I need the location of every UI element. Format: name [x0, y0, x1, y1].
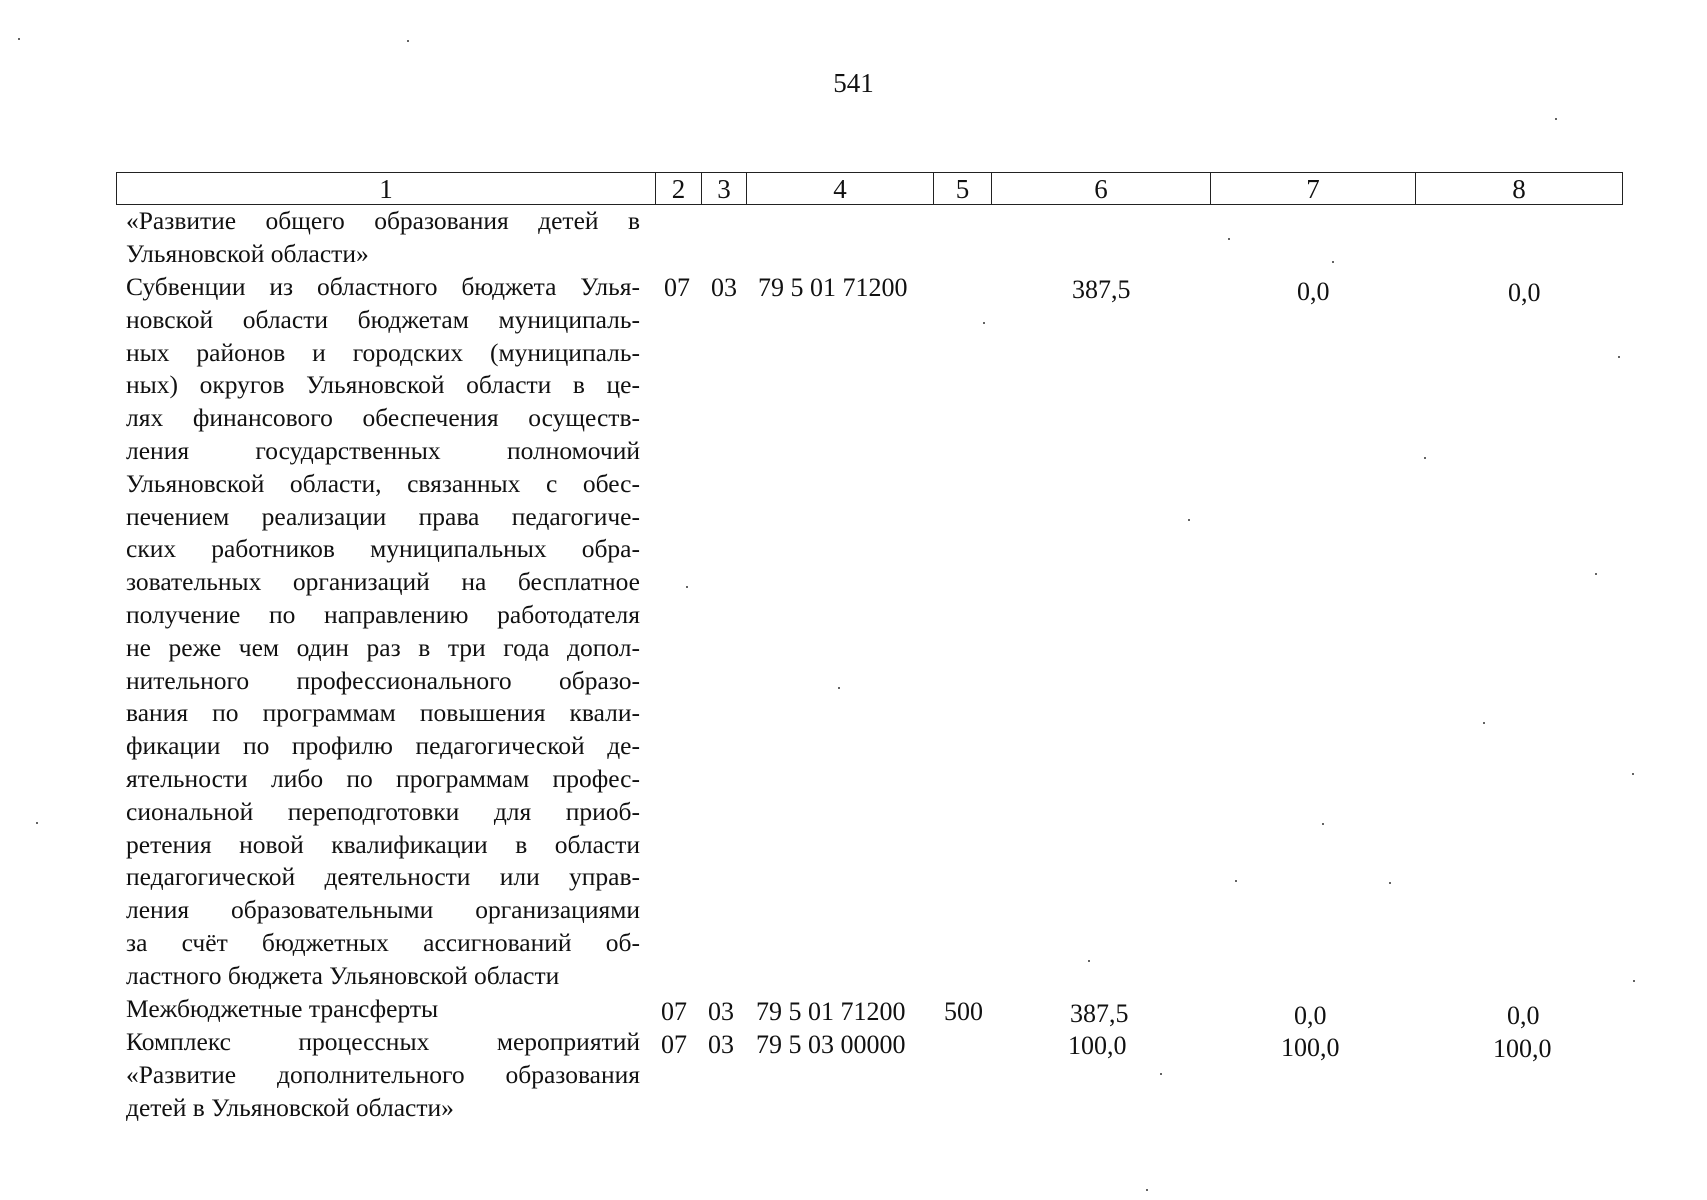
scan-speck	[1322, 823, 1324, 825]
row-4-section: 07	[661, 1030, 687, 1059]
scan-speck	[838, 687, 840, 689]
desc-line: ления государственных полномочий	[126, 435, 640, 465]
page-number: 541	[833, 68, 874, 98]
scan-speck	[1424, 457, 1426, 459]
row-3-amount-8: 0,0	[1507, 1001, 1540, 1030]
scan-speck	[1160, 1073, 1162, 1075]
desc-line: Ульяновской области, связанных с обес-	[126, 468, 640, 498]
row-2-amount-8: 0,0	[1508, 278, 1541, 307]
row-3-expense-type: 500	[944, 997, 983, 1026]
row-3-target-article: 79 5 01 71200	[756, 997, 906, 1026]
row-3-description	[126, 993, 640, 1026]
desc-line: ских работников муниципальных обра-	[126, 534, 640, 564]
scan-speck	[1332, 261, 1334, 263]
desc-line: зовательных организаций на бесплатное	[126, 567, 640, 597]
scan-speck	[407, 40, 409, 42]
scan-speck	[1188, 519, 1190, 521]
row-2-target-article: 79 5 01 71200	[758, 273, 908, 302]
desc-line: «Развитие дополнительного образования	[126, 1059, 640, 1089]
row-4-amount-7: 100,0	[1281, 1033, 1340, 1062]
scan-speck	[18, 38, 20, 40]
row-4-target-article: 79 5 03 00000	[756, 1030, 906, 1059]
scan-speck	[686, 586, 688, 588]
desc-line: ластного бюджета Ульяновской области	[126, 960, 560, 990]
desc-line: педагогической деятельности или управ-	[126, 862, 640, 892]
row-3-section: 07	[661, 997, 687, 1026]
row-1-description	[126, 205, 640, 271]
desc-line: новской области бюджетам муниципаль-	[126, 304, 640, 334]
desc-line: вания по программам повышения квали-	[126, 698, 640, 728]
scan-speck	[1555, 118, 1557, 120]
desc-line: за счёт бюджетных ассигнований об-	[126, 927, 640, 957]
desc-line: Комплекс процессных мероприятий	[126, 1027, 640, 1056]
row-4-description	[126, 1026, 640, 1124]
desc-line: детей в Ульяновской области»	[126, 1092, 454, 1122]
row-4-subsection: 03	[708, 1030, 734, 1059]
desc-line: печением реализации права педагогиче-	[126, 501, 640, 531]
desc-line: Межбюджетные трансферты	[126, 994, 439, 1023]
row-2-section: 07	[664, 273, 690, 302]
header-col-7: 7	[1210, 172, 1415, 205]
row-4-amount-6: 100,0	[1068, 1031, 1127, 1060]
scan-speck	[1633, 980, 1635, 982]
header-col-4: 4	[746, 172, 933, 205]
desc-line: Ульяновской области»	[126, 238, 369, 268]
row-2-subsection: 03	[711, 273, 737, 302]
scan-speck	[1632, 773, 1634, 775]
header-col-8: 8	[1415, 172, 1623, 205]
desc-line: получение по направлению работодателя	[126, 599, 640, 629]
desc-line: ятельности либо по программам профес-	[126, 763, 640, 793]
scan-speck	[1483, 722, 1485, 724]
row-2-description	[126, 271, 640, 993]
desc-line: Субвенции из областного бюджета Улья-	[126, 272, 640, 301]
row-3-amount-7: 0,0	[1294, 1001, 1327, 1030]
header-col-2: 2	[655, 172, 701, 205]
scan-speck	[1595, 573, 1597, 575]
scan-speck	[983, 322, 985, 324]
row-2-amount-7: 0,0	[1297, 277, 1330, 306]
desc-line: фикации по профилю педагогической де-	[126, 731, 640, 761]
header-col-1: 1	[116, 172, 655, 205]
header-col-6: 6	[991, 172, 1210, 205]
scan-speck	[1389, 882, 1391, 884]
desc-line: ных районов и городских (муниципаль-	[126, 337, 640, 367]
row-3-subsection: 03	[708, 997, 734, 1026]
header-col-5: 5	[933, 172, 991, 205]
desc-line: ретения новой квалификации в области	[126, 829, 640, 859]
scan-speck	[1235, 880, 1237, 882]
scan-speck	[36, 822, 38, 824]
desc-line: не реже чем один раз в три года допол-	[126, 632, 640, 662]
scan-speck	[1088, 960, 1090, 962]
desc-line: ных) округов Ульяновской области в це-	[126, 370, 640, 400]
desc-line: ления образовательными организациями	[126, 895, 640, 925]
desc-line: «Развитие общего образования детей в	[126, 206, 640, 235]
row-4-amount-8: 100,0	[1493, 1034, 1552, 1063]
desc-line: нительного профессионального образо-	[126, 665, 640, 695]
row-3-amount-6: 387,5	[1070, 999, 1129, 1028]
desc-line: сиональной переподготовки для приоб-	[126, 796, 640, 826]
scan-speck	[1146, 1189, 1148, 1191]
scan-speck	[1618, 356, 1620, 358]
header-col-3: 3	[701, 172, 746, 205]
row-2-amount-6: 387,5	[1072, 275, 1131, 304]
scan-speck	[1228, 238, 1230, 240]
desc-line: лях финансового обеспечения осуществ-	[126, 403, 640, 433]
